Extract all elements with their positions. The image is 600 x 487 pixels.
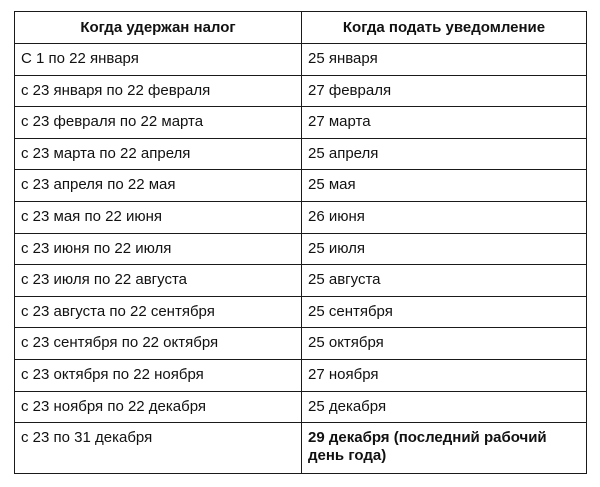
table-row xyxy=(15,44,587,76)
deadline-cell: 25 мая xyxy=(302,170,587,202)
deadline-cell: 27 февраля xyxy=(302,75,587,107)
table-row xyxy=(15,391,587,423)
deadline-cell: 26 июня xyxy=(302,201,587,233)
table-row xyxy=(15,423,587,474)
deadline-cell: 25 июля xyxy=(302,233,587,265)
deadline-cell-highlighted: 29 декабря (последний рабочий день года) xyxy=(302,423,587,474)
deadline-cell: 25 октября xyxy=(302,328,587,360)
table-row xyxy=(15,107,587,139)
period-cell: с 23 сентября по 22 октября xyxy=(15,328,302,360)
period-cell: с 23 июля по 22 августа xyxy=(15,265,302,297)
period-cell: с 23 января по 22 февраля xyxy=(15,75,302,107)
table-row xyxy=(15,328,587,360)
header-withheld: Когда удержан налог xyxy=(15,12,302,44)
table-row xyxy=(15,265,587,297)
table-header xyxy=(15,12,587,44)
table-row xyxy=(15,296,587,328)
deadline-cell: 25 августа xyxy=(302,265,587,297)
table-row xyxy=(15,233,587,265)
deadline-cell: 27 марта xyxy=(302,107,587,139)
period-cell: с 23 мая по 22 июня xyxy=(15,201,302,233)
deadline-cell: 25 сентября xyxy=(302,296,587,328)
table-body xyxy=(15,44,587,474)
table-row xyxy=(15,75,587,107)
tax-deadline-table xyxy=(14,11,587,474)
deadline-cell: 25 января xyxy=(302,44,587,76)
tax-deadline-table-container xyxy=(14,11,586,474)
period-cell: с 23 февраля по 22 марта xyxy=(15,107,302,139)
deadline-cell: 27 ноября xyxy=(302,359,587,391)
deadline-cell: 25 декабря xyxy=(302,391,587,423)
table-row xyxy=(15,138,587,170)
period-cell: с 23 июня по 22 июля xyxy=(15,233,302,265)
period-cell: с 23 по 31 декабря xyxy=(15,423,302,474)
header-row xyxy=(15,12,587,44)
period-cell: с 23 октября по 22 ноября xyxy=(15,359,302,391)
period-cell: с 23 ноября по 22 декабря xyxy=(15,391,302,423)
deadline-cell: 25 апреля xyxy=(302,138,587,170)
header-notify: Когда подать уведомление xyxy=(302,12,587,44)
period-cell: С 1 по 22 января xyxy=(15,44,302,76)
table-row xyxy=(15,359,587,391)
period-cell: с 23 апреля по 22 мая xyxy=(15,170,302,202)
period-cell: с 23 августа по 22 сентября xyxy=(15,296,302,328)
period-cell: с 23 марта по 22 апреля xyxy=(15,138,302,170)
table-row xyxy=(15,170,587,202)
table-row xyxy=(15,201,587,233)
